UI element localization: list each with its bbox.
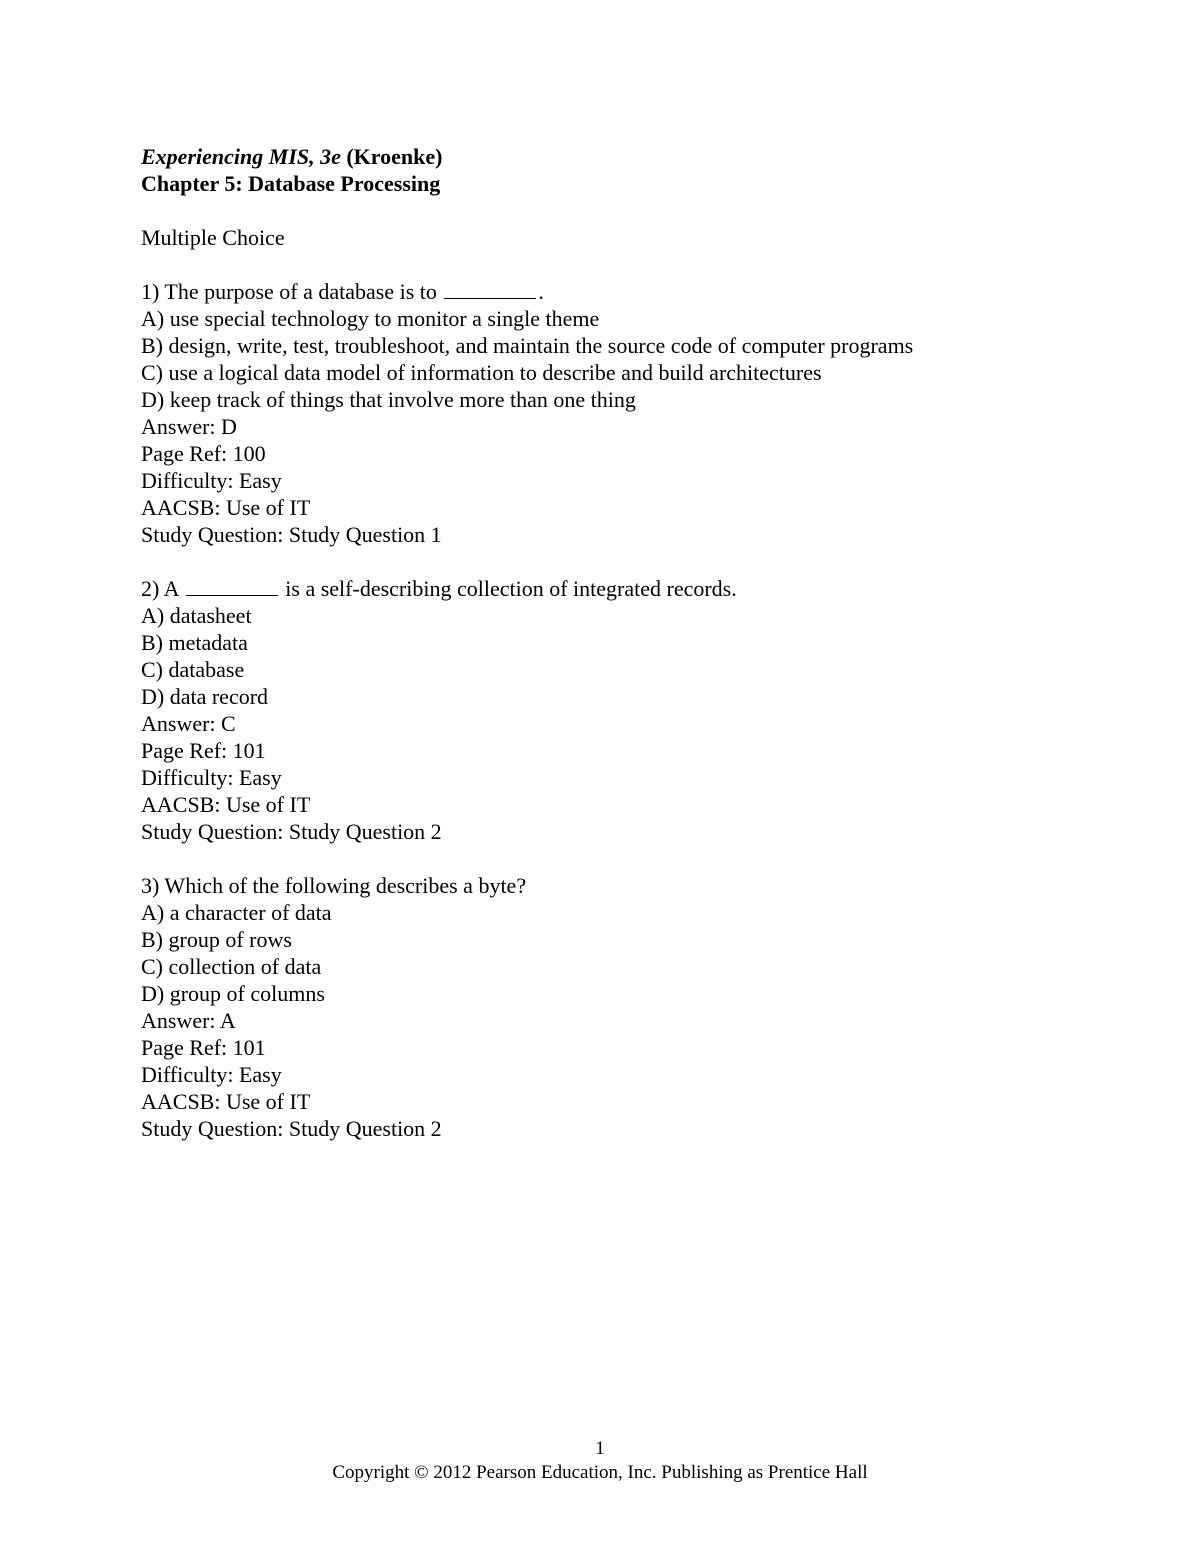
answer: Answer: D <box>141 414 237 439</box>
study-question: Study Question: Study Question 2 <box>141 1116 442 1141</box>
aacsb: AACSB: Use of IT <box>141 792 311 817</box>
answer-blank <box>444 280 536 299</box>
difficulty: Difficulty: Easy <box>141 765 282 790</box>
option-b: B) metadata <box>141 630 248 655</box>
aacsb: AACSB: Use of IT <box>141 495 311 520</box>
answer-blank <box>186 577 278 596</box>
answer: Answer: C <box>141 711 236 736</box>
option-c: C) use a logical data model of information to describe and build architectures <box>141 360 822 385</box>
stem-text: 1) The purpose of a database is to <box>141 279 437 304</box>
stem-text-after: . <box>538 279 544 304</box>
difficulty: Difficulty: Easy <box>141 468 282 493</box>
stem-text-after: is a self-describing collection of integrated records. <box>285 576 737 601</box>
option-d: D) group of columns <box>141 981 325 1006</box>
option-d: D) keep track of things that involve more than one thing <box>141 387 636 412</box>
book-title: Experiencing MIS, 3e <box>141 144 341 169</box>
option-d: D) data record <box>141 684 269 709</box>
question-stem <box>141 575 1141 602</box>
difficulty: Difficulty: Easy <box>141 1062 282 1087</box>
question-3 <box>141 872 1141 1142</box>
page-content <box>141 143 1141 1142</box>
option-a: A) a character of data <box>141 900 332 925</box>
stem-text: 2) A <box>141 576 179 601</box>
author: (Kroenke) <box>346 144 443 169</box>
option-a: A) use special technology to monitor a single theme <box>141 306 600 331</box>
aacsb: AACSB: Use of IT <box>141 1089 311 1114</box>
question-1 <box>141 278 1141 548</box>
page-ref: Page Ref: 100 <box>141 441 266 466</box>
page-ref: Page Ref: 101 <box>141 738 266 763</box>
question-2 <box>141 575 1141 845</box>
question-stem <box>141 278 1141 305</box>
option-b: B) group of rows <box>141 927 292 952</box>
option-b: B) design, write, test, troubleshoot, and maintain the source code of computer programs <box>141 333 914 358</box>
copyright-notice: Copyright © 2012 Pearson Education, Inc. Publishing as Prentice Hall <box>332 1462 868 1483</box>
study-question: Study Question: Study Question 2 <box>141 819 442 844</box>
chapter-title: Chapter 5: Database Processing <box>141 171 441 196</box>
page-number: 1 <box>595 1438 605 1459</box>
section-label: Multiple Choice <box>141 225 285 250</box>
option-c: C) collection of data <box>141 954 322 979</box>
book-title-line <box>141 143 1141 170</box>
answer: Answer: A <box>141 1008 236 1033</box>
option-c: C) database <box>141 657 245 682</box>
page-ref: Page Ref: 101 <box>141 1035 266 1060</box>
option-a: A) datasheet <box>141 603 252 628</box>
study-question: Study Question: Study Question 1 <box>141 522 442 547</box>
question-stem: 3) Which of the following describes a byte? <box>141 873 527 898</box>
